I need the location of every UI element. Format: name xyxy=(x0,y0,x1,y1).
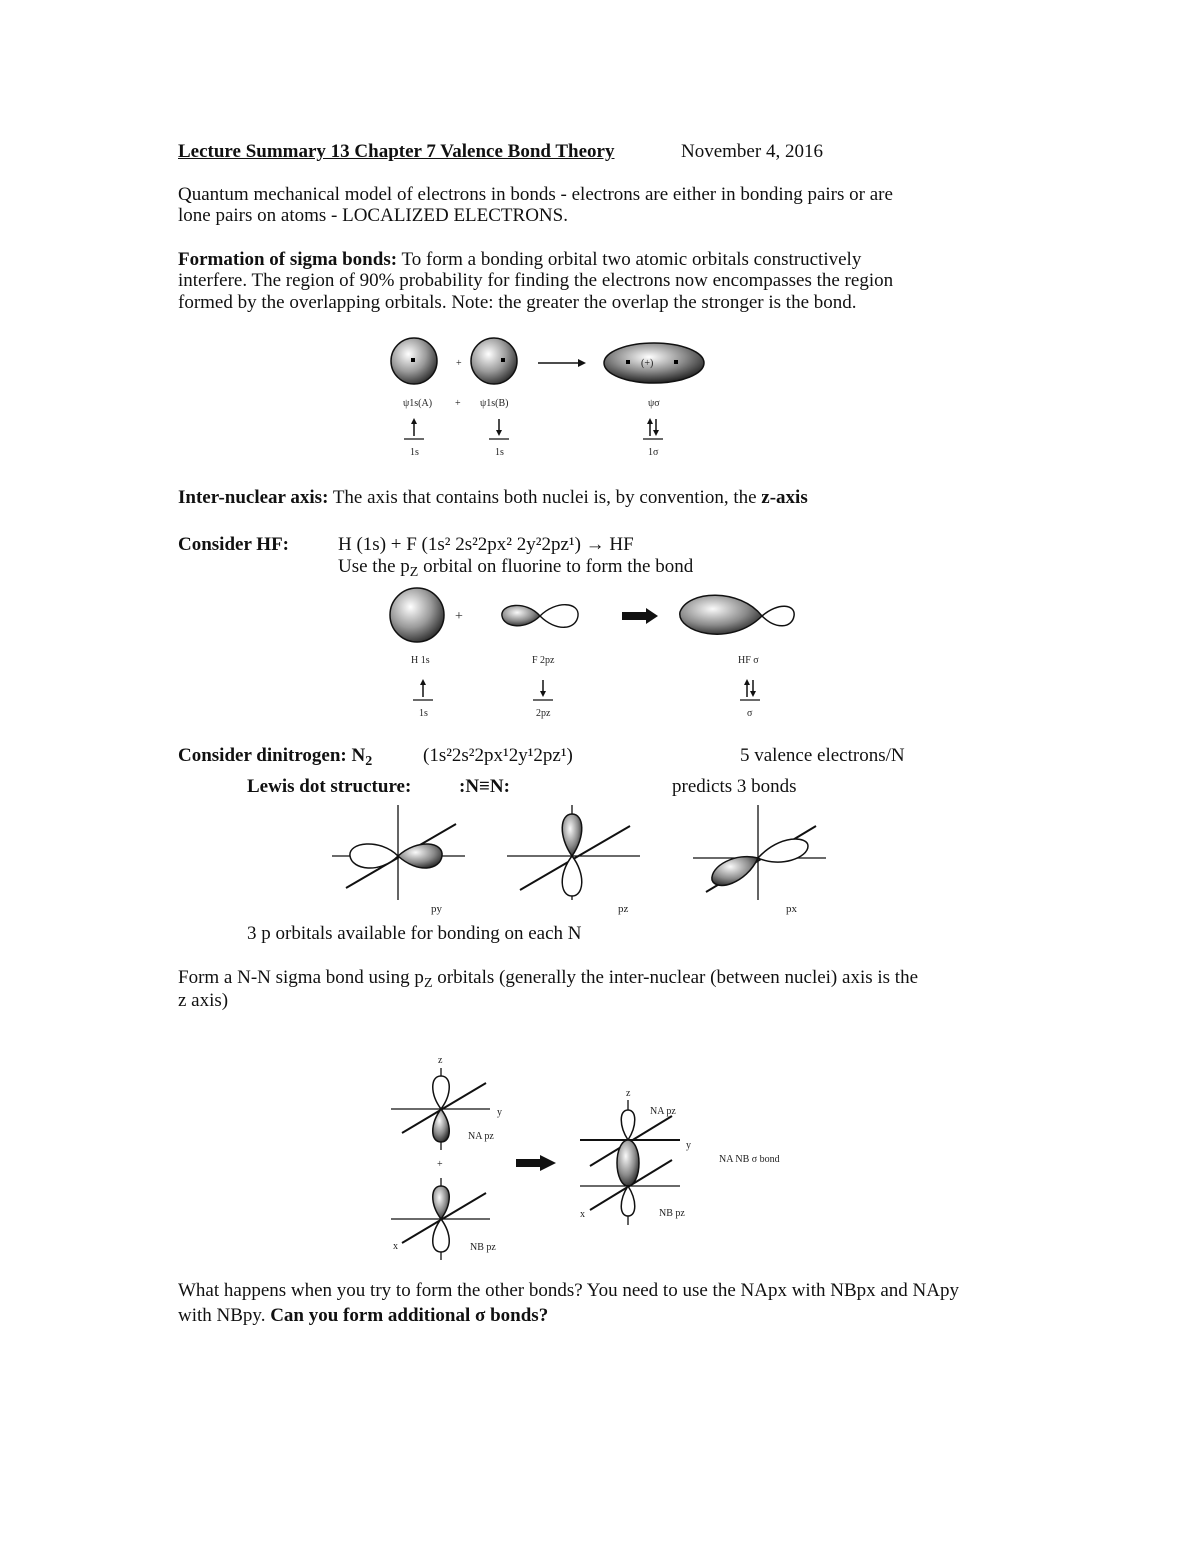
hf-equation: H (1s) + F (1s² 2s²2px² 2y²2pz¹) → HF xyxy=(338,534,634,555)
lewis-structure: :N≡N: xyxy=(459,776,510,797)
axis-heading: Inter-nuclear axis: xyxy=(178,487,329,508)
psi-b-label: ψ1s(B) xyxy=(480,398,509,409)
fig4-nb-pz-right: NB pz xyxy=(659,1208,685,1219)
fig4-arrow-icon xyxy=(516,1155,556,1171)
ab-lobe-top xyxy=(621,1110,635,1140)
fig4-y-ab: y xyxy=(686,1140,691,1151)
lewis-label: Lewis dot structure: xyxy=(247,776,412,797)
n2-heading: Consider dinitrogen: xyxy=(178,745,347,766)
pz-label: pz xyxy=(618,903,629,915)
psi-plus: + xyxy=(455,398,461,409)
fig4-na-pz-right: NA pz xyxy=(650,1106,676,1117)
label-h1s: H 1s xyxy=(411,655,430,666)
fig4-plus: + xyxy=(437,1159,443,1170)
axis-z: z-axis xyxy=(761,487,808,508)
closing-question: Can you form additional σ bonds? xyxy=(270,1305,549,1326)
form-pre: Form a N-N sigma bond using p xyxy=(178,967,424,988)
page-title: Lecture Summary 13 Chapter 7 Valence Bond Theory xyxy=(178,141,615,162)
available-orbitals: 3 p orbitals available for bonding on each N xyxy=(247,923,582,944)
label-f2pz: F 2pz xyxy=(532,655,555,666)
fig4-y-a: y xyxy=(497,1107,502,1118)
psi-a-label: ψ1s(A) xyxy=(403,398,433,409)
fig4-x-b: x xyxy=(393,1241,398,1252)
sigma-line-2: interfere. The region of 90% probability for finding the electrons now encompasses the region xyxy=(178,270,894,291)
predicts-bonds: predicts 3 bonds xyxy=(672,776,797,797)
sigma-text: To form a bonding orbital two atomic orbitals constructively xyxy=(401,249,862,270)
hf-heading: Consider HF: xyxy=(178,534,290,555)
py-label: py xyxy=(431,903,442,915)
nb-lobe-top xyxy=(433,1186,450,1219)
n2-valence: 5 valence electrons/N xyxy=(740,745,905,766)
form-sub: Z xyxy=(423,976,433,991)
px-label: px xyxy=(786,903,797,915)
n2-config: (1s²2s²2px¹2y¹2pz¹) xyxy=(423,745,573,766)
axis-text: The axis that contains both nuclei is, by convention, the xyxy=(332,487,757,508)
sigma-line-3: formed by the overlapping orbitals. Note: the greater the overlap the stronger is the bond. xyxy=(178,292,857,313)
fig4-bond-label: NA NB σ bond xyxy=(719,1154,780,1165)
closing-line-1: What happens when you try to form the other bonds? You need to use the NApx with NBpx and NApy xyxy=(178,1280,959,1301)
na-pz-label: NA pz xyxy=(468,1131,494,1142)
nb-pz-label: NB pz xyxy=(470,1242,496,1253)
intro-line-1: Quantum mechanical model of electrons in bonds - electrons are either in bonding pairs or are xyxy=(178,184,893,205)
orb-1s-b: 1s xyxy=(495,447,504,458)
orb-hf-sigma: σ xyxy=(747,708,753,719)
closing-line-2 xyxy=(178,1305,548,1327)
plus-sign: + xyxy=(456,358,462,369)
label-hf-sigma: HF σ xyxy=(738,655,759,666)
sigma-sign: (+) xyxy=(641,358,654,369)
hf-plus: + xyxy=(455,609,463,624)
fig4-z-ab: z xyxy=(626,1088,631,1099)
hf-use-pre: Use the p xyxy=(338,556,410,577)
n2-formula: N xyxy=(351,745,366,766)
date: November 4, 2016 xyxy=(681,141,823,162)
orb-1sigma: 1σ xyxy=(648,447,659,458)
intro-line-2: lone pairs on atoms - LOCALIZED ELECTRONS. xyxy=(178,205,568,226)
psi-sigma-label: ψσ xyxy=(648,398,660,409)
ab-sigma-center xyxy=(617,1140,639,1186)
fig4-z-a: z xyxy=(438,1055,443,1066)
orb-f2pz: 2pz xyxy=(536,708,551,719)
fig4-x-ab: x xyxy=(580,1209,585,1220)
closing-pre: with NBpy. xyxy=(178,1305,266,1326)
form-post: orbitals (generally the inter-nuclear (between nuclei) axis is the xyxy=(432,967,919,988)
form-line-2: z axis) xyxy=(178,990,229,1011)
na-lobe-top xyxy=(433,1076,450,1109)
n2-formula-sub: 2 xyxy=(365,754,373,769)
hf-use-sub: Z xyxy=(409,565,419,580)
sigma-heading: Formation of sigma bonds: xyxy=(178,249,398,270)
hf-use-post: orbital on fluorine to form the bond xyxy=(418,556,694,577)
orb-h1s: 1s xyxy=(419,708,428,719)
orb-1s-a: 1s xyxy=(410,447,419,458)
